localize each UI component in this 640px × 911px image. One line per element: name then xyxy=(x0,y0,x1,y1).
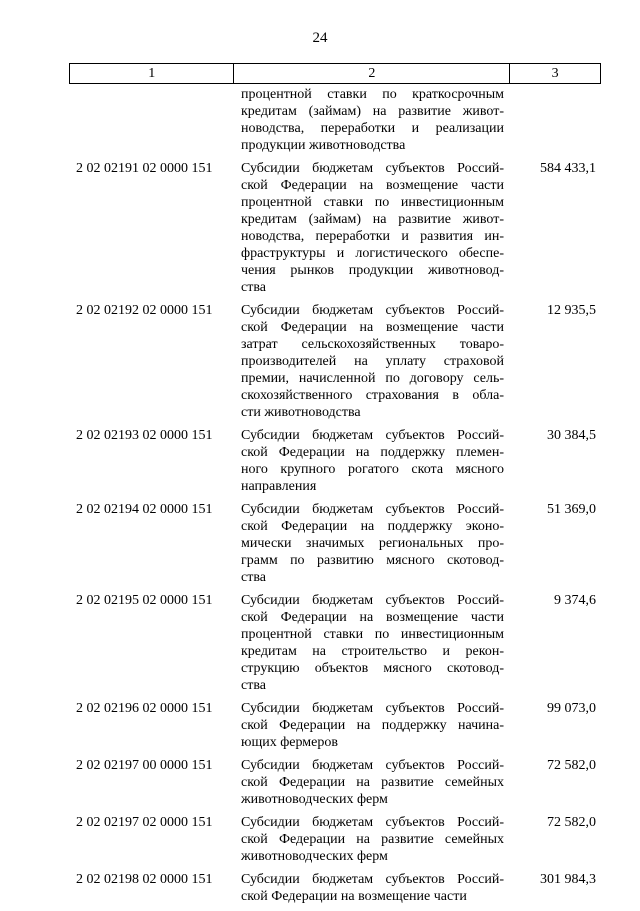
description-line: ства xyxy=(241,570,266,585)
header-col-2: 2 xyxy=(234,64,510,84)
description-line: ской Федерации на возмещение части xyxy=(241,178,504,193)
description-line: грамм по развитию мясного скотовод- xyxy=(241,553,504,568)
description-line: Субсидии бюджетам субъектов Россий- xyxy=(241,701,504,716)
row-description xyxy=(241,592,504,694)
row-amount: 72 582,0 xyxy=(547,815,596,830)
description-line: ской Федерации на возмещение части xyxy=(241,320,504,335)
budget-code: 2 02 02194 02 0000 151 xyxy=(76,502,213,517)
description-line: новодства, переработки и развития ин- xyxy=(241,229,504,244)
description-line: Субсидии бюджетам субъектов Россий- xyxy=(241,428,504,443)
table-header xyxy=(69,63,601,84)
budget-code: 2 02 02195 02 0000 151 xyxy=(76,593,213,608)
row-description xyxy=(241,302,504,421)
table-row xyxy=(0,757,640,808)
row-amount: 584 433,1 xyxy=(540,161,596,176)
description-line: ства xyxy=(241,280,266,295)
table-row xyxy=(0,427,640,495)
description-line: мически значимых региональных про- xyxy=(241,536,504,551)
description-line: кредитам на строительство и рекон- xyxy=(241,644,504,659)
description-line: кредитам (займам) на развитие живот- xyxy=(241,104,504,119)
row-amount: 30 384,5 xyxy=(547,428,596,443)
row-amount: 9 374,6 xyxy=(554,593,596,608)
description-line: ской Федерации на развитие семейных xyxy=(241,832,504,847)
row-description xyxy=(241,86,504,154)
description-line: ства xyxy=(241,678,266,693)
row-amount: 99 073,0 xyxy=(547,701,596,716)
row-description xyxy=(241,757,504,808)
description-line: Субсидии бюджетам субъектов Россий- xyxy=(241,758,504,773)
row-amount: 301 984,3 xyxy=(540,872,596,887)
description-line: чения рынков продукции животновод- xyxy=(241,263,504,278)
budget-code: 2 02 02193 02 0000 151 xyxy=(76,428,213,443)
description-line: ской Федерации на поддержку начина- xyxy=(241,718,504,733)
row-description xyxy=(241,427,504,495)
description-line: Субсидии бюджетам субъектов Россий- xyxy=(241,303,504,318)
row-amount: 12 935,5 xyxy=(547,303,596,318)
description-line: фраструктуры и логистического обеспе- xyxy=(241,246,504,261)
row-amount: 72 582,0 xyxy=(547,758,596,773)
description-line: Субсидии бюджетам субъектов Россий- xyxy=(241,502,504,517)
table-row xyxy=(0,871,640,905)
description-line: ющих фермеров xyxy=(241,735,338,750)
description-line: направления xyxy=(241,479,317,494)
description-line: затрат сельскохозяйственных товаро- xyxy=(241,337,504,352)
budget-code: 2 02 02197 00 0000 151 xyxy=(76,758,213,773)
row-description xyxy=(241,871,504,905)
table-row xyxy=(0,814,640,865)
description-line: премии, начисленной по договору сель- xyxy=(241,371,504,386)
description-line: скохозяйственного страхования в обла- xyxy=(241,388,504,403)
description-line: процентной ставки по краткосрочным xyxy=(241,87,504,102)
table-row xyxy=(0,160,640,296)
description-line: сти животноводства xyxy=(241,405,361,420)
description-line: процентной ставки по инвестиционным xyxy=(241,195,504,210)
description-line: Субсидии бюджетам субъектов Россий- xyxy=(241,872,504,887)
header-col-3: 3 xyxy=(510,64,601,84)
table-row xyxy=(0,302,640,421)
description-line: ской Федерации на поддержку эконо- xyxy=(241,519,504,534)
description-line: процентной ставки по инвестиционным xyxy=(241,627,504,642)
table-row xyxy=(0,592,640,694)
budget-code: 2 02 02192 02 0000 151 xyxy=(76,303,213,318)
row-description xyxy=(241,160,504,296)
budget-code: 2 02 02197 02 0000 151 xyxy=(76,815,213,830)
description-line: производителей на уплату страховой xyxy=(241,354,504,369)
description-line: Субсидии бюджетам субъектов Россий- xyxy=(241,161,504,176)
description-line: ного крупного рогатого скота мясного xyxy=(241,462,504,477)
row-description xyxy=(241,700,504,751)
row-amount: 51 369,0 xyxy=(547,502,596,517)
description-line: новодства, переработки и реализации xyxy=(241,121,504,136)
description-line: животноводческих ферм xyxy=(241,849,388,864)
description-line: продукции животноводства xyxy=(241,138,406,153)
description-line: кредитам (займам) на развитие живот- xyxy=(241,212,504,227)
description-line: Субсидии бюджетам субъектов Россий- xyxy=(241,593,504,608)
budget-code: 2 02 02191 02 0000 151 xyxy=(76,161,213,176)
description-line: ской Федерации на возмещение части xyxy=(241,889,467,904)
table-row xyxy=(0,700,640,751)
description-line: животноводческих ферм xyxy=(241,792,388,807)
page-number: 24 xyxy=(312,30,328,46)
table-row xyxy=(0,86,640,154)
row-description xyxy=(241,501,504,586)
description-line: струкцию объектов мясного скотовод- xyxy=(241,661,504,676)
description-line: ской Федерации на возмещение части xyxy=(241,610,504,625)
description-line: ской Федерации на развитие семейных xyxy=(241,775,504,790)
budget-code: 2 02 02196 02 0000 151 xyxy=(76,701,213,716)
header-col-1: 1 xyxy=(70,64,234,84)
description-line: Субсидии бюджетам субъектов Россий- xyxy=(241,815,504,830)
budget-code: 2 02 02198 02 0000 151 xyxy=(76,872,213,887)
description-line: ской Федерации на поддержку племен- xyxy=(241,445,504,460)
table-row xyxy=(0,501,640,586)
row-description xyxy=(241,814,504,865)
table-body xyxy=(0,86,640,911)
